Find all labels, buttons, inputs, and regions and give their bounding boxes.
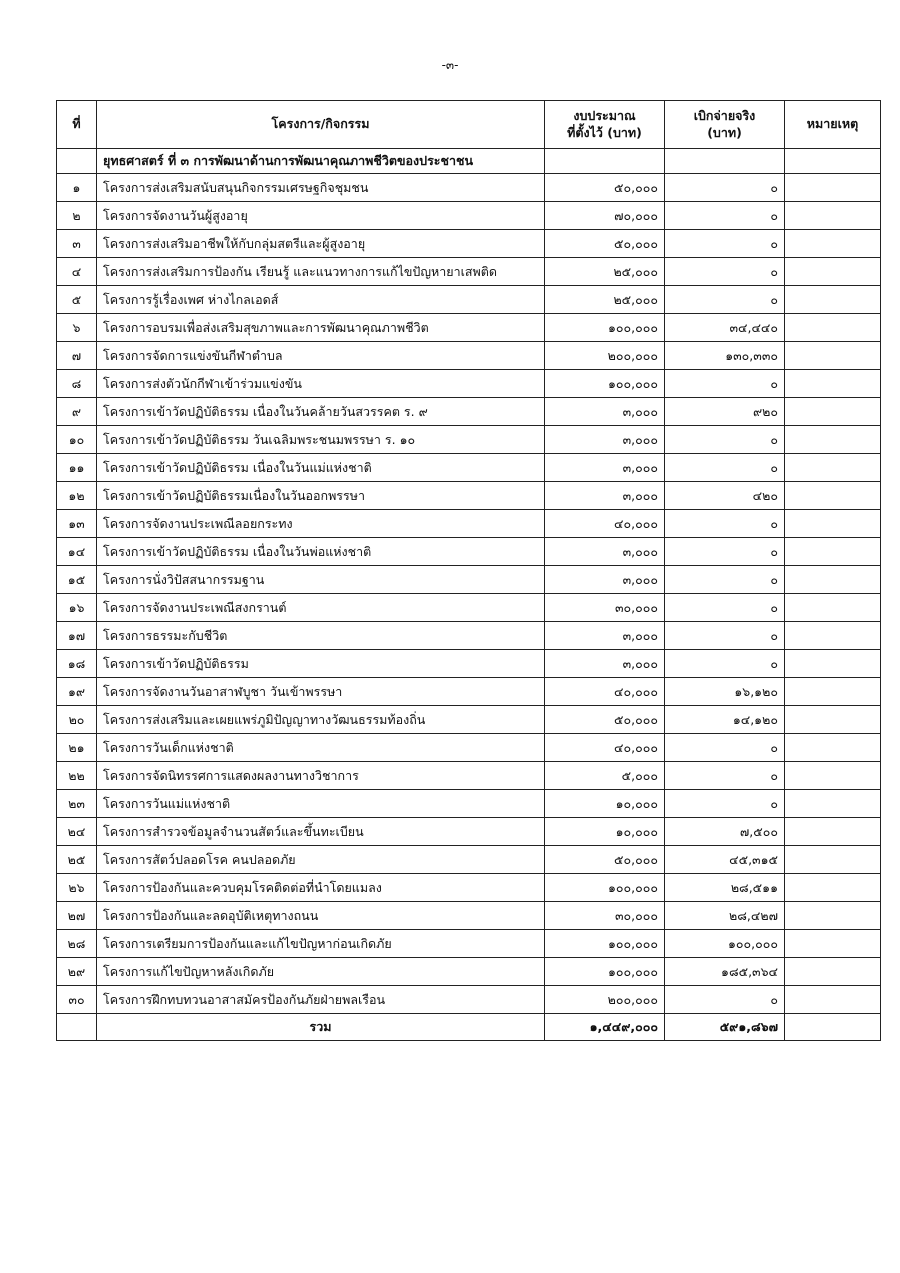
actual-amount: ๐ bbox=[665, 986, 785, 1014]
remark-cell bbox=[785, 734, 881, 762]
row-number: ๑๙ bbox=[57, 678, 97, 706]
budget-amount: ๗๐,๐๐๐ bbox=[545, 202, 665, 230]
budget-amount: ๑๐๐,๐๐๐ bbox=[545, 930, 665, 958]
budget-amount: ๑๐๐,๐๐๐ bbox=[545, 958, 665, 986]
table-row bbox=[57, 986, 881, 1014]
table-header-row bbox=[57, 101, 881, 149]
row-number: ๘ bbox=[57, 370, 97, 398]
budget-amount: ๒๕,๐๐๐ bbox=[545, 286, 665, 314]
actual-amount: ๐ bbox=[665, 566, 785, 594]
header-actual bbox=[665, 101, 785, 149]
budget-amount: ๑๐๐,๐๐๐ bbox=[545, 874, 665, 902]
project-name: โครงการส่งเสริมและเผยแพร่ภูมิปัญญาทางวัฒนธรรมท้องถิ่น bbox=[97, 706, 545, 734]
actual-amount: ๑๐๐,๐๐๐ bbox=[665, 930, 785, 958]
actual-amount: ๗,๕๐๐ bbox=[665, 818, 785, 846]
table-row bbox=[57, 762, 881, 790]
row-number: ๒๖ bbox=[57, 874, 97, 902]
budget-amount: ๑๐,๐๐๐ bbox=[545, 790, 665, 818]
row-number: ๑๑ bbox=[57, 454, 97, 482]
project-name: โครงการส่งเสริมอาชีพให้กับกลุ่มสตรีและผู้สูงอายุ bbox=[97, 230, 545, 258]
total-no-cell bbox=[57, 1014, 97, 1041]
actual-amount: ๑๖,๑๒๐ bbox=[665, 678, 785, 706]
remark-cell bbox=[785, 874, 881, 902]
budget-amount: ๓,๐๐๐ bbox=[545, 566, 665, 594]
row-number: ๒๙ bbox=[57, 958, 97, 986]
table-row bbox=[57, 930, 881, 958]
project-name: โครงการสำรวจข้อมูลจำนวนสัตว์และขึ้นทะเบียน bbox=[97, 818, 545, 846]
row-number: ๒๐ bbox=[57, 706, 97, 734]
remark-cell bbox=[785, 174, 881, 202]
budget-amount: ๓,๐๐๐ bbox=[545, 454, 665, 482]
header-budget-line2: ที่ตั้งไว้ (บาท) bbox=[567, 124, 642, 140]
actual-amount: ๐ bbox=[665, 230, 785, 258]
strategy-remark-cell bbox=[785, 149, 881, 174]
row-number: ๑๕ bbox=[57, 566, 97, 594]
project-name: โครงการแก้ไขปัญหาหลังเกิดภัย bbox=[97, 958, 545, 986]
project-name: โครงการวันเด็กแห่งชาติ bbox=[97, 734, 545, 762]
actual-amount: ๙๒๐ bbox=[665, 398, 785, 426]
budget-amount: ๑๐๐,๐๐๐ bbox=[545, 314, 665, 342]
project-name: โครงการเข้าวัดปฏิบัติธรรม เนื่องในวันคล้ายวันสวรรคต ร. ๙ bbox=[97, 398, 545, 426]
header-budget bbox=[545, 101, 665, 149]
remark-cell bbox=[785, 202, 881, 230]
project-name: โครงการธรรมะกับชีวิต bbox=[97, 622, 545, 650]
project-name: โครงการวันแม่แห่งชาติ bbox=[97, 790, 545, 818]
table-row bbox=[57, 706, 881, 734]
strategy-no-cell bbox=[57, 149, 97, 174]
table-row bbox=[57, 818, 881, 846]
table-row bbox=[57, 174, 881, 202]
row-number: ๔ bbox=[57, 258, 97, 286]
table-row bbox=[57, 902, 881, 930]
header-actual-line2: (บาท) bbox=[707, 124, 742, 140]
actual-amount: ๐ bbox=[665, 734, 785, 762]
remark-cell bbox=[785, 594, 881, 622]
row-number: ๓ bbox=[57, 230, 97, 258]
row-number: ๒ bbox=[57, 202, 97, 230]
table-row bbox=[57, 958, 881, 986]
budget-amount: ๔๐,๐๐๐ bbox=[545, 678, 665, 706]
header-actual-line1: เบิกจ่ายจริง bbox=[693, 107, 756, 123]
actual-amount: ๐ bbox=[665, 370, 785, 398]
row-number: ๒๔ bbox=[57, 818, 97, 846]
actual-amount: ๐ bbox=[665, 790, 785, 818]
project-name: โครงการส่งเสริมสนับสนุนกิจกรรมเศรษฐกิจชุมชน bbox=[97, 174, 545, 202]
remark-cell bbox=[785, 762, 881, 790]
header-remark: หมายเหตุ bbox=[785, 101, 881, 149]
remark-cell bbox=[785, 566, 881, 594]
remark-cell bbox=[785, 258, 881, 286]
project-name: โครงการเข้าวัดปฏิบัติธรรม เนื่องในวันแม่แห่งชาติ bbox=[97, 454, 545, 482]
row-number: ๑๐ bbox=[57, 426, 97, 454]
budget-amount: ๕๐,๐๐๐ bbox=[545, 706, 665, 734]
budget-amount: ๒๐๐,๐๐๐ bbox=[545, 342, 665, 370]
actual-amount: ๐ bbox=[665, 510, 785, 538]
project-name: โครงการฝึกทบทวนอาสาสมัครป้องกันภัยฝ่ายพลเรือน bbox=[97, 986, 545, 1014]
row-number: ๙ bbox=[57, 398, 97, 426]
budget-amount: ๑๐,๐๐๐ bbox=[545, 818, 665, 846]
remark-cell bbox=[785, 958, 881, 986]
remark-cell bbox=[785, 678, 881, 706]
actual-amount: ๐ bbox=[665, 426, 785, 454]
actual-amount: ๔๕,๓๑๕ bbox=[665, 846, 785, 874]
table-row bbox=[57, 398, 881, 426]
strategy-budget-cell bbox=[545, 149, 665, 174]
actual-amount: ๐ bbox=[665, 622, 785, 650]
table-row bbox=[57, 510, 881, 538]
row-number: ๒๘ bbox=[57, 930, 97, 958]
remark-cell bbox=[785, 818, 881, 846]
table-row bbox=[57, 734, 881, 762]
row-number: ๑๓ bbox=[57, 510, 97, 538]
remark-cell bbox=[785, 650, 881, 678]
budget-amount: ๕,๐๐๐ bbox=[545, 762, 665, 790]
row-number: ๒๓ bbox=[57, 790, 97, 818]
project-name: โครงการเข้าวัดปฏิบัติธรรม วันเฉลิมพระชนมพรรษา ร. ๑๐ bbox=[97, 426, 545, 454]
project-name: โครงการจัดนิทรรศการแสดงผลงานทางวิชาการ bbox=[97, 762, 545, 790]
row-number: ๕ bbox=[57, 286, 97, 314]
actual-amount: ๐ bbox=[665, 594, 785, 622]
budget-table bbox=[56, 100, 881, 1041]
actual-amount: ๑๓๐,๓๓๐ bbox=[665, 342, 785, 370]
budget-amount: ๓,๐๐๐ bbox=[545, 650, 665, 678]
budget-amount: ๔๐,๐๐๐ bbox=[545, 510, 665, 538]
strategy-row bbox=[57, 149, 881, 174]
table-row bbox=[57, 314, 881, 342]
project-name: โครงการจัดงานวันผู้สูงอายุ bbox=[97, 202, 545, 230]
row-number: ๒๗ bbox=[57, 902, 97, 930]
table-row bbox=[57, 678, 881, 706]
table-row bbox=[57, 594, 881, 622]
budget-amount: ๒๐๐,๐๐๐ bbox=[545, 986, 665, 1014]
remark-cell bbox=[785, 510, 881, 538]
remark-cell bbox=[785, 902, 881, 930]
table-row bbox=[57, 538, 881, 566]
budget-amount: ๒๕,๐๐๐ bbox=[545, 258, 665, 286]
remark-cell bbox=[785, 370, 881, 398]
row-number: ๗ bbox=[57, 342, 97, 370]
project-name: โครงการส่งเสริมการป้องกัน เรียนรู้ และแนวทางการแก้ไขปัญหายาเสพติด bbox=[97, 258, 545, 286]
project-name: โครงการเข้าวัดปฏิบัติธรรม เนื่องในวันพ่อแห่งชาติ bbox=[97, 538, 545, 566]
actual-amount: ๐ bbox=[665, 286, 785, 314]
header-project: โครงการ/กิจกรรม bbox=[97, 101, 545, 149]
project-name: โครงการเตรียมการป้องกันและแก้ไขปัญหาก่อนเกิดภัย bbox=[97, 930, 545, 958]
project-name: โครงการสัตว์ปลอดโรค คนปลอดภัย bbox=[97, 846, 545, 874]
table-row bbox=[57, 454, 881, 482]
budget-amount: ๓,๐๐๐ bbox=[545, 426, 665, 454]
total-label: รวม bbox=[97, 1014, 545, 1041]
actual-amount: ๐ bbox=[665, 174, 785, 202]
total-row bbox=[57, 1014, 881, 1041]
page-number: -๓- bbox=[441, 58, 459, 72]
remark-cell bbox=[785, 314, 881, 342]
project-name: โครงการจัดงานประเพณีลอยกระทง bbox=[97, 510, 545, 538]
table-row bbox=[57, 874, 881, 902]
table-row bbox=[57, 202, 881, 230]
table-row bbox=[57, 790, 881, 818]
row-number: ๒๒ bbox=[57, 762, 97, 790]
remark-cell bbox=[785, 482, 881, 510]
row-number: ๑ bbox=[57, 174, 97, 202]
strategy-actual-cell bbox=[665, 149, 785, 174]
remark-cell bbox=[785, 986, 881, 1014]
remark-cell bbox=[785, 538, 881, 566]
total-remark-cell bbox=[785, 1014, 881, 1041]
project-name: โครงการป้องกันและควบคุมโรคติดต่อที่นำโดยแมลง bbox=[97, 874, 545, 902]
budget-amount: ๓,๐๐๐ bbox=[545, 398, 665, 426]
total-actual: ๕๙๑,๘๖๗ bbox=[665, 1014, 785, 1041]
project-name: โครงการป้องกันและลดอุบัติเหตุทางถนน bbox=[97, 902, 545, 930]
table-row bbox=[57, 846, 881, 874]
actual-amount: ๓๔,๔๔๐ bbox=[665, 314, 785, 342]
header-budget-line1: งบประมาณ bbox=[573, 107, 636, 123]
actual-amount: ๔๒๐ bbox=[665, 482, 785, 510]
table-row bbox=[57, 286, 881, 314]
row-number: ๒๕ bbox=[57, 846, 97, 874]
header-no: ที่ bbox=[57, 101, 97, 149]
remark-cell bbox=[785, 706, 881, 734]
project-name: โครงการเข้าวัดปฏิบัติธรรมเนื่องในวันออกพรรษา bbox=[97, 482, 545, 510]
remark-cell bbox=[785, 426, 881, 454]
remark-cell bbox=[785, 454, 881, 482]
row-number: ๑๘ bbox=[57, 650, 97, 678]
project-name: โครงการจัดงานประเพณีสงกรานต์ bbox=[97, 594, 545, 622]
actual-amount: ๐ bbox=[665, 650, 785, 678]
project-name: โครงการจัดการแข่งขันกีฬาตำบล bbox=[97, 342, 545, 370]
actual-amount: ๐ bbox=[665, 202, 785, 230]
actual-amount: ๑๔,๑๒๐ bbox=[665, 706, 785, 734]
project-name: โครงการนั่งวิปัสสนากรรมฐาน bbox=[97, 566, 545, 594]
remark-cell bbox=[785, 342, 881, 370]
remark-cell bbox=[785, 930, 881, 958]
budget-amount: ๕๐,๐๐๐ bbox=[545, 846, 665, 874]
remark-cell bbox=[785, 622, 881, 650]
budget-amount: ๓๐,๐๐๐ bbox=[545, 594, 665, 622]
total-budget: ๑,๔๔๙,๐๐๐ bbox=[545, 1014, 665, 1041]
row-number: ๑๗ bbox=[57, 622, 97, 650]
budget-amount: ๓,๐๐๐ bbox=[545, 622, 665, 650]
budget-amount: ๓,๐๐๐ bbox=[545, 538, 665, 566]
strategy-title: ยุทธศาสตร์ ที่ ๓ การพัฒนาด้านการพัฒนาคุณภาพชีวิตของประชาชน bbox=[97, 149, 545, 174]
row-number: ๑๒ bbox=[57, 482, 97, 510]
remark-cell bbox=[785, 398, 881, 426]
table-row bbox=[57, 482, 881, 510]
table-row bbox=[57, 650, 881, 678]
project-name: โครงการเข้าวัดปฏิบัติธรรม bbox=[97, 650, 545, 678]
actual-amount: ๒๘,๔๒๗ bbox=[665, 902, 785, 930]
budget-amount: ๔๐,๐๐๐ bbox=[545, 734, 665, 762]
remark-cell bbox=[785, 790, 881, 818]
project-name: โครงการอบรมเพื่อส่งเสริมสุขภาพและการพัฒนาคุณภาพชีวิต bbox=[97, 314, 545, 342]
table-row bbox=[57, 370, 881, 398]
actual-amount: ๐ bbox=[665, 454, 785, 482]
table-row bbox=[57, 622, 881, 650]
budget-amount: ๓,๐๐๐ bbox=[545, 482, 665, 510]
budget-amount: ๓๐,๐๐๐ bbox=[545, 902, 665, 930]
table-row bbox=[57, 426, 881, 454]
row-number: ๒๑ bbox=[57, 734, 97, 762]
remark-cell bbox=[785, 230, 881, 258]
actual-amount: ๐ bbox=[665, 538, 785, 566]
row-number: ๑๖ bbox=[57, 594, 97, 622]
budget-amount: ๕๐,๐๐๐ bbox=[545, 174, 665, 202]
row-number: ๑๔ bbox=[57, 538, 97, 566]
actual-amount: ๒๘,๕๑๑ bbox=[665, 874, 785, 902]
table-row bbox=[57, 566, 881, 594]
budget-amount: ๕๐,๐๐๐ bbox=[545, 230, 665, 258]
project-name: โครงการจัดงานวันอาสาฬบูชา วันเข้าพรรษา bbox=[97, 678, 545, 706]
project-name: โครงการรู้เรื่องเพศ ห่างไกลเอดส์ bbox=[97, 286, 545, 314]
actual-amount: ๑๘๕,๓๖๔ bbox=[665, 958, 785, 986]
row-number: ๓๐ bbox=[57, 986, 97, 1014]
budget-amount: ๑๐๐,๐๐๐ bbox=[545, 370, 665, 398]
remark-cell bbox=[785, 286, 881, 314]
remark-cell bbox=[785, 846, 881, 874]
table-row bbox=[57, 258, 881, 286]
actual-amount: ๐ bbox=[665, 258, 785, 286]
table-row bbox=[57, 230, 881, 258]
actual-amount: ๐ bbox=[665, 762, 785, 790]
row-number: ๖ bbox=[57, 314, 97, 342]
project-name: โครงการส่งตัวนักกีฬาเข้าร่วมแข่งขัน bbox=[97, 370, 545, 398]
table-row bbox=[57, 342, 881, 370]
